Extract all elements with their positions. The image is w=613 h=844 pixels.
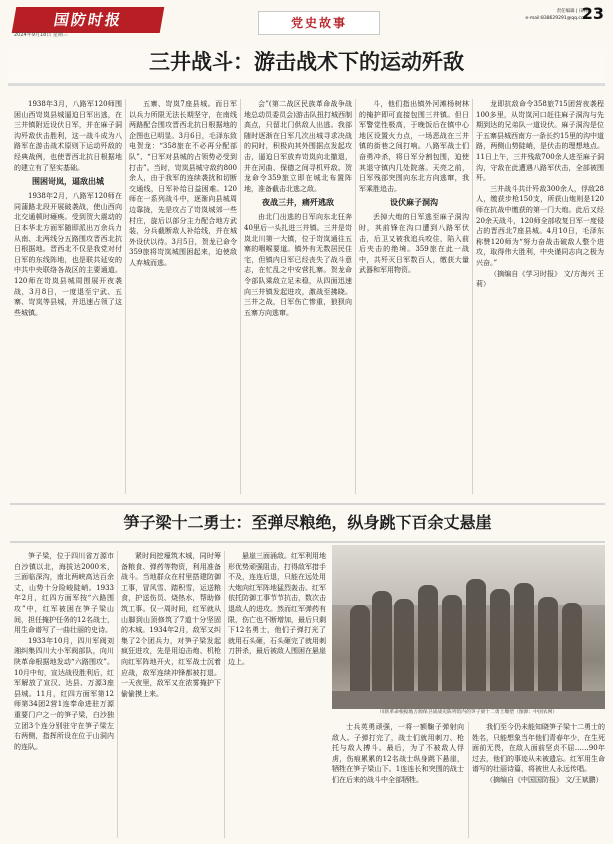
statue-figure (538, 597, 558, 695)
article1-paragraph: 五寨、岢岚7座县城。而日军以兵力所限无法长期坚守，在南线两路配合围攻晋西北抗日根据地的企图也已明显。3月6日，毛泽东致电贺龙：“358旅在不必再分配部队”、“日军对县城的占领势必受到打击”。当时，岢岚县城守敌约800余人，由于我军的连续袭扰和切断交通线，日军补给日益困难。120师在一系列战斗中，逐渐向县城周边靠拢，先是攻占了岢岚城郊一些村庄，旋后以部分主力配合地方武装，分兵截断敌人补给线，并在城外设伏以待。3月5日，贺龙已命令359旅将岢岚城围困起来，迫使敌人弃城而逃。 (129, 100, 237, 267)
statue-figure (490, 589, 510, 695)
article1-subhead-3: 设伏麻子洞沟 (390, 198, 438, 208)
photo-caption: 川陕革命根据地万源保卫战战史陈列馆内的笋子梁十二勇士雕塑（图源：中国农网） (379, 710, 558, 715)
column-divider (472, 99, 473, 494)
article1-paragraph: 丢掉大炮的日军逃至麻子洞沟时，其前锋在沟口遭到八路军伏击，后卫又被我追兵咬住，陷入前后夹击的绝境。359旅在此一战中，共歼灭日军数百人，缴获大量武器和军用物资。 (359, 213, 469, 275)
article1-paragraph: 斗，他们指出镇外河滩杨树林的掩护即可直接包围三井镇。但日军警觉性极高，于晚饭后在镇中心地区设置火力点，一场恶战在三井镇的街巷之间打响。八路军战士们奋勇冲杀，将日军分割包围，迫使其退守镇内几处院落。天亮之前，日军残部突围向东北方向逃窜，我军乘胜追击。 (359, 100, 469, 193)
article1-column-1 (14, 99, 122, 494)
article2-column-2 (121, 551, 221, 838)
column-divider (240, 99, 241, 494)
article1-paragraph: 龙即抗敌命令358旅715团营夜袭程100多里，从岢岚河口赶往麻子洞沟与先期到达的兄弟队一道设伏。麻子洞沟是位于五寨县城西南方一条长约15里的沟中道路，两侧山势陡峭，是伏击的理想地点。11日上午，三井残敌700余人进至麻子洞沟，守敌在此遭遇八路军伏击，全部被围歼。 (476, 100, 604, 183)
statue-figure (442, 595, 462, 695)
article1-subhead-1: 围困岢岚，逼敌出城 (32, 177, 104, 187)
masthead (14, 4, 604, 37)
page-number: 23 (581, 4, 604, 23)
article2-column-5 (472, 722, 605, 838)
editor-line: 责任编辑 | 田林 (556, 9, 588, 14)
column-divider (468, 722, 469, 838)
article2-paragraph: 我们至今仍未能知晓笋子梁十二勇士的姓名，只能想象当年他们青春年少，在生死面前无畏，在敌人面前坚贞不屈……90年过去，他们的事迹从未被遗忘。红军用生命谱写的壮丽诗篇，将被世人永远传唱。 (472, 723, 605, 774)
article2-paragraph: 士兵英勇顽强，一将一额鞠子弹射向敌人。子弹打完了，战士们就用刺刀、枪托与敌人搏斗。最后，为了不被敌人俘虏，伤痕累累的12名战士纵身跳下悬崖，牺牲在笋子梁山下。1连连长和突围的战士们在后来的战斗中全部牺牲。 (332, 723, 464, 784)
article1-column-3 (244, 99, 352, 494)
article2-paragraph: 紧时间挖壕筑木城，同时筹备粮食、弹药等物资，利用准备战斗。当地群众在村里搭建防御工事，冒风雪、踏积雪，运送粮食，护送伤员、烧热水，帮助修筑工事。仅一周时间，红军就从山脚到山顶修筑了7道十分坚固的木城。1934年2月，敌军又纠集了2个团兵力，对笋子梁发起疯狂进攻，先是用迫击炮、机枪向红军阵地开火，红军战士沉着应战，敌军连续冲锋都被打退。一天夜里，敌军又在浓雾掩护下偷偷摸上来。 (121, 552, 221, 698)
editor-email: e-mail:838629291@qq.com (525, 16, 588, 21)
section-title: 党史故事 (258, 11, 380, 35)
article1-column-2 (129, 99, 237, 494)
column-divider (224, 551, 225, 838)
newspaper-logo: 国防时报 (12, 7, 165, 33)
column-divider (117, 551, 118, 838)
article1-column-5 (476, 99, 604, 494)
article1-paragraph: 由北门出逃的日军向东北狂奔40里后一头扎进三井镇。三井是岢岚北川第一大镇，位于岢岚通往五寨的咽喉要道。镇外有无数居民住宅，但镇内日军已经丧失了战斗意志，在忙乱之中安营扎寨。贺龙命令部队乘敌立足未稳，从四面迅速向三井镇发起进攻，激战至拂晓。三井之战，日军伤亡惨重，狼狈向五寨方向逃窜。 (244, 213, 352, 317)
article1-subhead-2: 夜战三井，痛歼逃敌 (262, 198, 334, 208)
statue-figure (466, 579, 486, 695)
article1-column-4 (359, 99, 469, 494)
article2-paragraph: 笋子梁，位于四川省万源市白沙镇以北，海拔达2000米，三面临深沟，南北两峡高达百余丈，山势十分险峻陡峭。1933年2月，红四方面军按“六路围攻”中，红军被困在笋子梁山间，担任掩护任务的12名战士，用生命谱写了一曲壮丽的史诗。 (14, 552, 114, 635)
article2-column-3 (228, 551, 326, 838)
statue-figure (418, 585, 438, 695)
column-divider (125, 99, 126, 494)
column-divider (355, 99, 356, 494)
statue-figure (372, 591, 392, 695)
statue-figure (514, 583, 534, 695)
statue-photo (332, 545, 605, 709)
article2-column-4 (332, 722, 464, 838)
statue-figure (562, 603, 582, 695)
article1-paragraph: 三井战斗共计歼敌300余人，俘敌28人，缴获步枪150支，所获山炮则是120师在抗战中缴获的第一门大炮。此后又经20余天战斗，120师全部收复日军一度侵占的晋西北7座县城。4月10日，毛泽东称赞120师为“努力奋战击破敌人整个进攻，取得伟大胜利，中央谨同志向之极为兴奋。” (476, 184, 604, 267)
article1-source: （摘编自《学习时报》 文/方海兴 王莉） (476, 269, 604, 289)
article1-paragraph: 会”(第二战区民族革命战争战地总动员委员会)游击队扭打城西制高点，只留北门供敌人出逃。我部随时逐渐在日军几次出城寻求决战的同时，积极向其外围据点发起攻击，逼迫日军放弃岢岚向北撤退，并在河曲、保德之间寻机歼敌。贺龙命令359旅立即在城北布置阵地，准备截击北逃之敌。 (244, 100, 352, 193)
article1-paragraph: 1938年2月，八路军120师在同蒲路北段开展破袭战，使山西向北交通顿时瘫痪。受到贺大震动的日本华北方面军随即派出万余兵力从南、北两线分五路围攻晋西北抗日根据地。晋西北不仅是我党对付日军的东线阵地，也是联共延安的中共中央联络各战区的主要通道。120师在岢岚县城周围展开夜袭战，3月8日，一度退至宁武、五寨、岢岚等县城，并迅速占领了这些城镇。 (14, 192, 122, 317)
article2-paragraph: 1933年10月，四川军阀刘湘纠集四川大小军阀部队，向川陕革命根据地发动“六路围攻”。10月中旬，宣达战役胜利后，红军解放了宣汉、达县、万源3座县城。11月，红四方面军第12师第34团2营1连奉命进驻万源重要门户之一的笋子梁，白沙独立团3个连分别驻守在笋子梁左右两侧，指挥所设在位于山洞内的连队。 (14, 636, 114, 751)
article2-paragraph: 悬崖三面涌敌。红军利用地形优势顽强阻击，打得敌军措手不及，连连后退，只能在远处用大炮向红军阵地猛烈轰击。红军依托防御工事节节抗击，数次击退敌人的进攻。然而红军弹药有限，伤亡也不断增加，最后只剩下12名勇士，他们子弹打光了就用石头砸，石头砸完了就用刺刀拼杀，最后被敌人围困在悬崖边上。 (228, 552, 326, 666)
statue-figure (350, 605, 370, 695)
issue-date: 2024年9月18日 星期三 (14, 32, 68, 38)
article1-paragraph: 1938年3月，八路军120师围困山西岢岚县城逼迫日军出逃，在三井镇附近设伏日军，并在麻子洞沟歼敌伏击胜利，这一战斗成为八路军在游击战术原则下运动歼敌的经典战例，也使晋西北抗日根据地的建立有了坚实基础。 (14, 100, 122, 172)
statue-base (332, 691, 605, 709)
editor-info (525, 8, 588, 22)
statue-figure (394, 599, 414, 695)
article2-column-1 (14, 551, 114, 838)
article2-source: （摘编自《中国国防报》 文/王斌鹏） (486, 775, 603, 784)
article2-headline: 笋子梁十二勇士：至弹尽粮绝，纵身跳下百余丈悬崖 (10, 503, 605, 543)
article1-headline: 三井战斗：游击战术下的运动歼敌 (8, 41, 605, 86)
